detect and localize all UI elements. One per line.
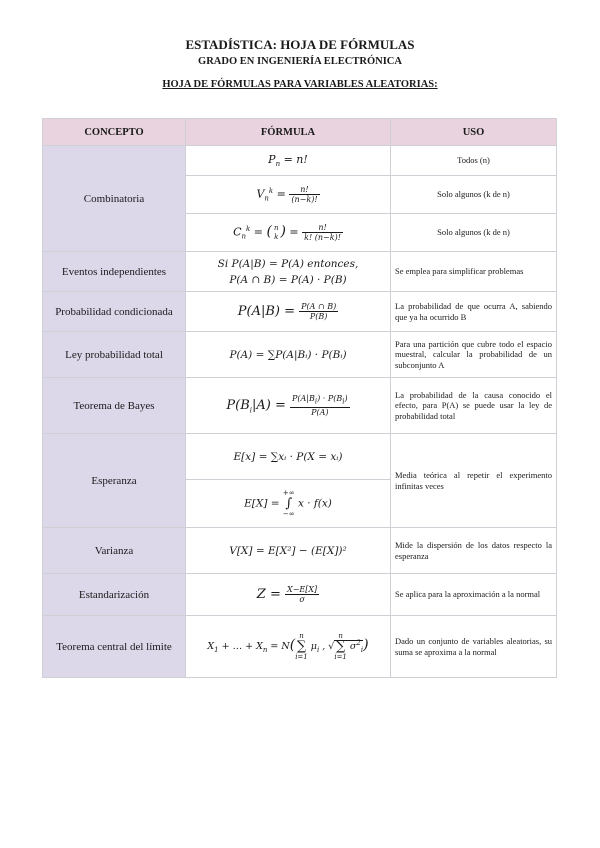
formula-table: [42, 118, 557, 678]
concept-ley-probabilidad-total: Ley probabilidad total: [43, 332, 186, 378]
formula-conditional: P(A|B) = $\frac{P(A \cap B)}{P(B)}$: [186, 292, 391, 332]
uso-combination: Solo algunos (k de n): [391, 214, 557, 252]
formula-independence: [186, 252, 391, 292]
table-row: [43, 252, 557, 292]
concept-teorema-bayes: Teorema de Bayes: [43, 378, 186, 434]
table-row: [43, 332, 557, 378]
uso-expectation: Media teórica al repetir el experimento infinitas veces: [391, 434, 557, 528]
concept-eventos-independientes: Eventos independientes: [43, 252, 186, 292]
document-title: ESTADÍSTICA: HOJA DE FÓRMULAS: [185, 37, 415, 52]
concept-combinatoria: Combinatoria: [43, 146, 186, 252]
formula-expectation-discrete: E[x] = ∑xᵢ · P(X = xᵢ): [186, 434, 391, 480]
formula-standardization: Z = $\frac{X-E[X]}{\sigma}$: [186, 574, 391, 616]
formula-variation: $V_n^k$ = $\frac{n!}{(n-k)!}$: [186, 176, 391, 214]
concept-probabilidad-condicionada: Probabilidad condicionada: [43, 292, 186, 332]
header-formula: FÓRMULA: [186, 119, 391, 146]
uso-conditional: La probabilidad de que ocurra A, sabiendo que ya ha ocurrido B: [391, 292, 557, 332]
formula-independence-line2: P(A ∩ B) = P(A) · P(B): [229, 273, 347, 286]
header-concepto: CONCEPTO: [43, 119, 186, 146]
uso-central-limit: Dado un conjunto de variables aleatorias, su suma se aproxima a la normal: [391, 616, 557, 678]
formula-bayes: $P(B_i|A)$ = $\frac{P(A|B_i) \cdot P(B_i)}{P(A)}$: [186, 378, 391, 434]
concept-esperanza: Esperanza: [43, 434, 186, 528]
uso-independence: Se emplea para simplificar problemas: [391, 252, 557, 292]
table-header-row: [43, 119, 557, 146]
header-uso: USO: [391, 119, 557, 146]
formula-expectation-continuous: E[X] = +∞ ∫ −∞ x · f(x): [186, 480, 391, 528]
formula-independence-line1: Si P(A|B) = P(A) entonces,: [217, 257, 359, 270]
uso-standardization: Se aplica para la aproximación a la normal: [391, 574, 557, 616]
table-row: [43, 378, 557, 434]
uso-permutation: Todos (n): [391, 146, 557, 176]
formula-variance: V[X] = E[X²] − (E[X])²: [186, 528, 391, 574]
formula-central-limit: $X_1$ + … + $X_n = N(n$ ∑ i=1 $\mu_i$ , √n ∑ i=1 $\sigma^2_i$): [186, 616, 391, 678]
formula-permutation: $P_n = n$!: [186, 146, 391, 176]
table-row: [43, 574, 557, 616]
uso-total-probability: Para una partición que cubre todo el espacio muestral, calcular la probabilidad de un subconjunto A: [391, 332, 557, 378]
table-row: [43, 146, 557, 176]
table-row: [43, 434, 557, 480]
section-heading: HOJA DE FÓRMULAS PARA VARIABLES ALEATORIAS:: [162, 79, 438, 90]
table-row: [43, 528, 557, 574]
formula-total-probability: P(A) = ∑P(A|Bᵢ) · P(Bᵢ): [186, 332, 391, 378]
concept-estandarizacion: Estandarización: [43, 574, 186, 616]
concept-varianza: Varianza: [43, 528, 186, 574]
table-row: [43, 292, 557, 332]
uso-variance: Mide la dispersión de los datos respecto la esperanza: [391, 528, 557, 574]
uso-bayes: La probabilidad de la causa conocido el efecto, para P(A) se puede usar la ley de probabilidad total: [391, 378, 557, 434]
formula-combination: $C_n^k$ = ( n k ) = $\frac{n!}{k! (n-k)!}$: [186, 214, 391, 252]
concept-teorema-central-limite: Teorema central del límite: [43, 616, 186, 678]
document-subtitle: GRADO EN INGENIERÍA ELECTRÓNICA: [198, 56, 402, 67]
table-row: [43, 616, 557, 678]
uso-variation: Solo algunos (k de n): [391, 176, 557, 214]
